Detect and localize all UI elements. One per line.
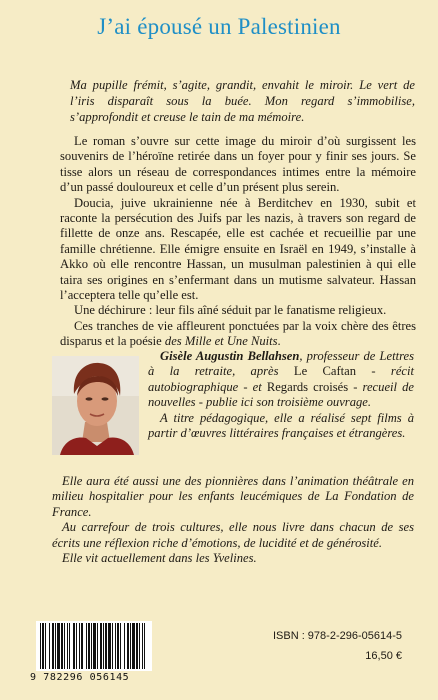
barcode-bar bbox=[127, 623, 129, 669]
epigraph: Ma pupille frémit, s’agite, grandit, envahit le miroir. Le vert de l’iris disparaît sous la buée. Mon regard s’immobilise, s’approfondit et creuse le tain de ma mémoire. bbox=[70, 78, 415, 124]
author-bio bbox=[148, 349, 414, 441]
barcode-bar bbox=[61, 623, 63, 669]
barcode-bar bbox=[73, 623, 75, 669]
barcode-bar bbox=[103, 623, 104, 669]
barcode-bar bbox=[40, 623, 41, 669]
author-bio-continued bbox=[52, 474, 414, 566]
author-intro-2: - récit autobiographique - et bbox=[148, 364, 414, 394]
barcode-bar bbox=[49, 623, 50, 669]
summary-last-end: . bbox=[277, 334, 281, 349]
price: 16,50 € bbox=[365, 650, 402, 662]
barcode-bar bbox=[76, 623, 77, 669]
barcode bbox=[36, 621, 152, 671]
barcode-bar bbox=[88, 623, 90, 669]
author-photo bbox=[52, 356, 139, 455]
barcode-bar bbox=[105, 623, 107, 669]
author-theatre bbox=[52, 474, 414, 520]
barcode-bar bbox=[97, 623, 98, 669]
author-book-2: Regards croisés bbox=[266, 379, 349, 394]
barcode-bar bbox=[142, 623, 143, 669]
summary-paragraph-3: Une déchirure : leur fils aîné séduit par le fanatisme religieux. bbox=[74, 303, 387, 318]
barcode-bar bbox=[139, 623, 140, 669]
barcode-bar bbox=[69, 623, 70, 669]
barcode-bar bbox=[45, 623, 46, 669]
barcode-bar bbox=[55, 623, 56, 669]
author-theatre-1: Elle aura été aussi une des pionnières dans l’animation théâtrale en milieu hospitalier pour les enfants leucémiques de bbox=[52, 474, 414, 504]
book-title: J’ai épousé un Palestinien bbox=[97, 14, 341, 39]
barcode-bar bbox=[42, 623, 44, 669]
barcode-bar bbox=[124, 623, 125, 669]
summary bbox=[60, 134, 416, 350]
summary-last-italic: des Mille et Une Nuits bbox=[164, 334, 278, 349]
barcode-bar bbox=[64, 623, 65, 669]
barcode-bar bbox=[115, 623, 116, 669]
barcode-bar bbox=[57, 623, 60, 669]
author-foundation: La Fondation de France bbox=[52, 489, 414, 519]
author-intro bbox=[148, 349, 414, 411]
summary-paragraph-4 bbox=[60, 319, 416, 350]
barcode-bar bbox=[100, 623, 102, 669]
isbn: ISBN : 978-2-296-05614-5 bbox=[272, 630, 402, 642]
summary-paragraph-1: Le roman s’ouvre sur cette image du miroir d’où surgissent les souvenirs de l’héroïne retirée dans un foyer pour y finir ses jours. Se tisse alors un réseau de correspondances intimes entre la mémoire d’un passé douloureux et celle d’un présent plus serein. bbox=[60, 134, 416, 195]
barcode-bar bbox=[117, 623, 119, 669]
barcode-bar bbox=[52, 623, 54, 669]
barcode-bar bbox=[132, 623, 135, 669]
barcode-bar bbox=[67, 623, 68, 669]
barcode-bar bbox=[144, 623, 145, 669]
barcode-bar bbox=[108, 623, 111, 669]
barcode-bar bbox=[81, 623, 83, 669]
barcode-bar bbox=[91, 623, 92, 669]
barcode-bar bbox=[120, 623, 121, 669]
summary-last-text: Ces tranches de vie affleurent ponctuées par la voix chère des êtres disparus et la poésie bbox=[60, 318, 416, 349]
barcode-digits: 9 782296 056145 bbox=[30, 672, 130, 683]
author-name: Gisèle Augustin Bellahsen bbox=[160, 349, 300, 363]
author-films: A titre pédagogique, elle a réalisé sept films à partir d’œuvres littéraires françaises et étrangères. bbox=[148, 410, 414, 441]
author-lives: Elle vit actuellement dans les Yvelines. bbox=[62, 551, 257, 566]
barcode-bar bbox=[112, 623, 113, 669]
author-theatre-end: . bbox=[88, 504, 92, 519]
summary-paragraph-2: Doucia, juive ukrainienne née à Berditchev en 1930, subit et raconte la persécution des Juifs par les nazis, à travers son regard de fillette de onze ans. Rescapée, elle est cachée et recueillie par une famille chrétienne. Elle émigre ensuite en Israël en 1949, s’installe à Akko où elle rencontre Hassan, un musulman palestinien à qui elle taira ses origines en s’enfermant dans un mutisme salvateur. Hassan l’acceptera telle qu’elle est. bbox=[60, 195, 416, 303]
barcode-bar bbox=[136, 623, 138, 669]
barcode-bar bbox=[130, 623, 131, 669]
barcode-bar bbox=[79, 623, 80, 669]
author-intro-1: , professeur de Lettres à la retraite, après bbox=[148, 349, 414, 379]
barcode-bar bbox=[86, 623, 87, 669]
author-book-1: Le Caftan bbox=[293, 364, 357, 379]
author-intro-3: - recueil de nouvelles - publie ici son troisième ouvrage. bbox=[148, 379, 415, 410]
author-cultures: Au carrefour de trois cultures, elle nous livre dans chacun de ses écrits une réflexion riche d’émotions, de lucidité et de générosité. bbox=[52, 520, 414, 550]
barcode-bar bbox=[93, 623, 96, 669]
